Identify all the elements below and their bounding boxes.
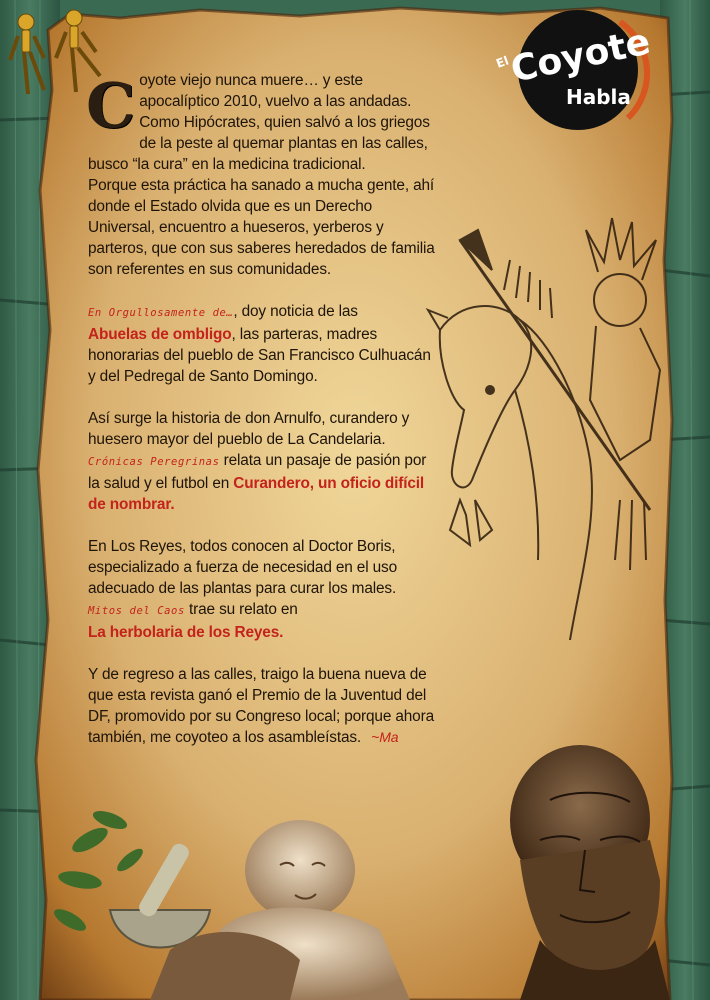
coyote-habla-logo — [470, 0, 670, 140]
drop-cap: C — [86, 69, 136, 142]
section-tag-cronicas: Crónicas Peregrinas — [88, 456, 220, 468]
svg-text:El: El — [494, 53, 511, 71]
paragraph-text: Así surge la historia de don Arnulfo, curandero y huesero mayor del pueblo de La Candelaria. — [88, 410, 410, 448]
signature: ~Ma — [371, 729, 399, 745]
paragraph-text: relata un pasaje de pasión por la salud y el futbol en — [88, 452, 427, 492]
paragraph-text: trae su relato en — [184, 601, 298, 618]
paragraph-closing — [88, 664, 440, 748]
paragraph-2: Porque esta práctica ha sanado a mucha gente, ahí donde el Estado olvida que es un Derecho Universal, encuentro a hueseros, yerberos y parteros, que con sus saberes heredados de familia son referentes en sus comunidades. — [88, 177, 435, 278]
intro-rest: Como Hipócrates, quien salvó a los griegos de la peste al quemar plantas en las calles, busco “la cura” en la medicina tradicional. — [88, 114, 430, 173]
paragraph-text: , las parteras, madres honorarias del pueblo de San Francisco Culhuacán y del Pedregal de Santo Domingo. — [88, 326, 431, 385]
highlight-abuelas: Abuelas de ombligo — [88, 326, 232, 343]
horse-rider-drawing-icon — [420, 200, 670, 700]
paragraph-intro — [88, 70, 440, 280]
section-tag-mitos: Mitos del Caos — [88, 605, 185, 617]
section-tag-orgullosamente: En Orgullosamente de… — [88, 307, 234, 319]
herbs-mortar-icon — [51, 807, 210, 947]
paragraph-text: Y de regreso a las calles, traigo la buena nueva de que esta revista ganó el Premio de la Juventud del DF, promovido por su Congreso local; porque ahora también, me coyoteo a los asambleístas. — [88, 666, 434, 746]
article-body — [88, 70, 440, 769]
paragraph-herbolaria — [88, 536, 440, 643]
highlight-curandero: Curandero, un oficio difícil de nombrar. — [88, 475, 425, 513]
paragraph-text: , doy noticia de las — [233, 303, 358, 320]
logo-main-text: Coyote — [507, 21, 654, 91]
baby-hand-photo-icon — [50, 780, 450, 1000]
paragraph-abuelas — [88, 301, 440, 387]
intro-line-2: apocalíptico 2010, vuelvo a las andadas. — [139, 93, 412, 110]
intro-line-1: oyote viejo nunca muere… y este — [139, 72, 363, 89]
logo-sub-text: Habla — [566, 85, 631, 109]
paragraph-curandero — [88, 408, 440, 515]
paragraph-text: En Los Reyes, todos conocen al Doctor Boris, especializado a fuerza de necesidad en el uso adecuado de las plantas para curar los males. — [88, 538, 397, 597]
philosopher-bust-icon — [470, 740, 670, 1000]
highlight-herbolaria: La herbolaria de los Reyes. — [88, 624, 284, 641]
